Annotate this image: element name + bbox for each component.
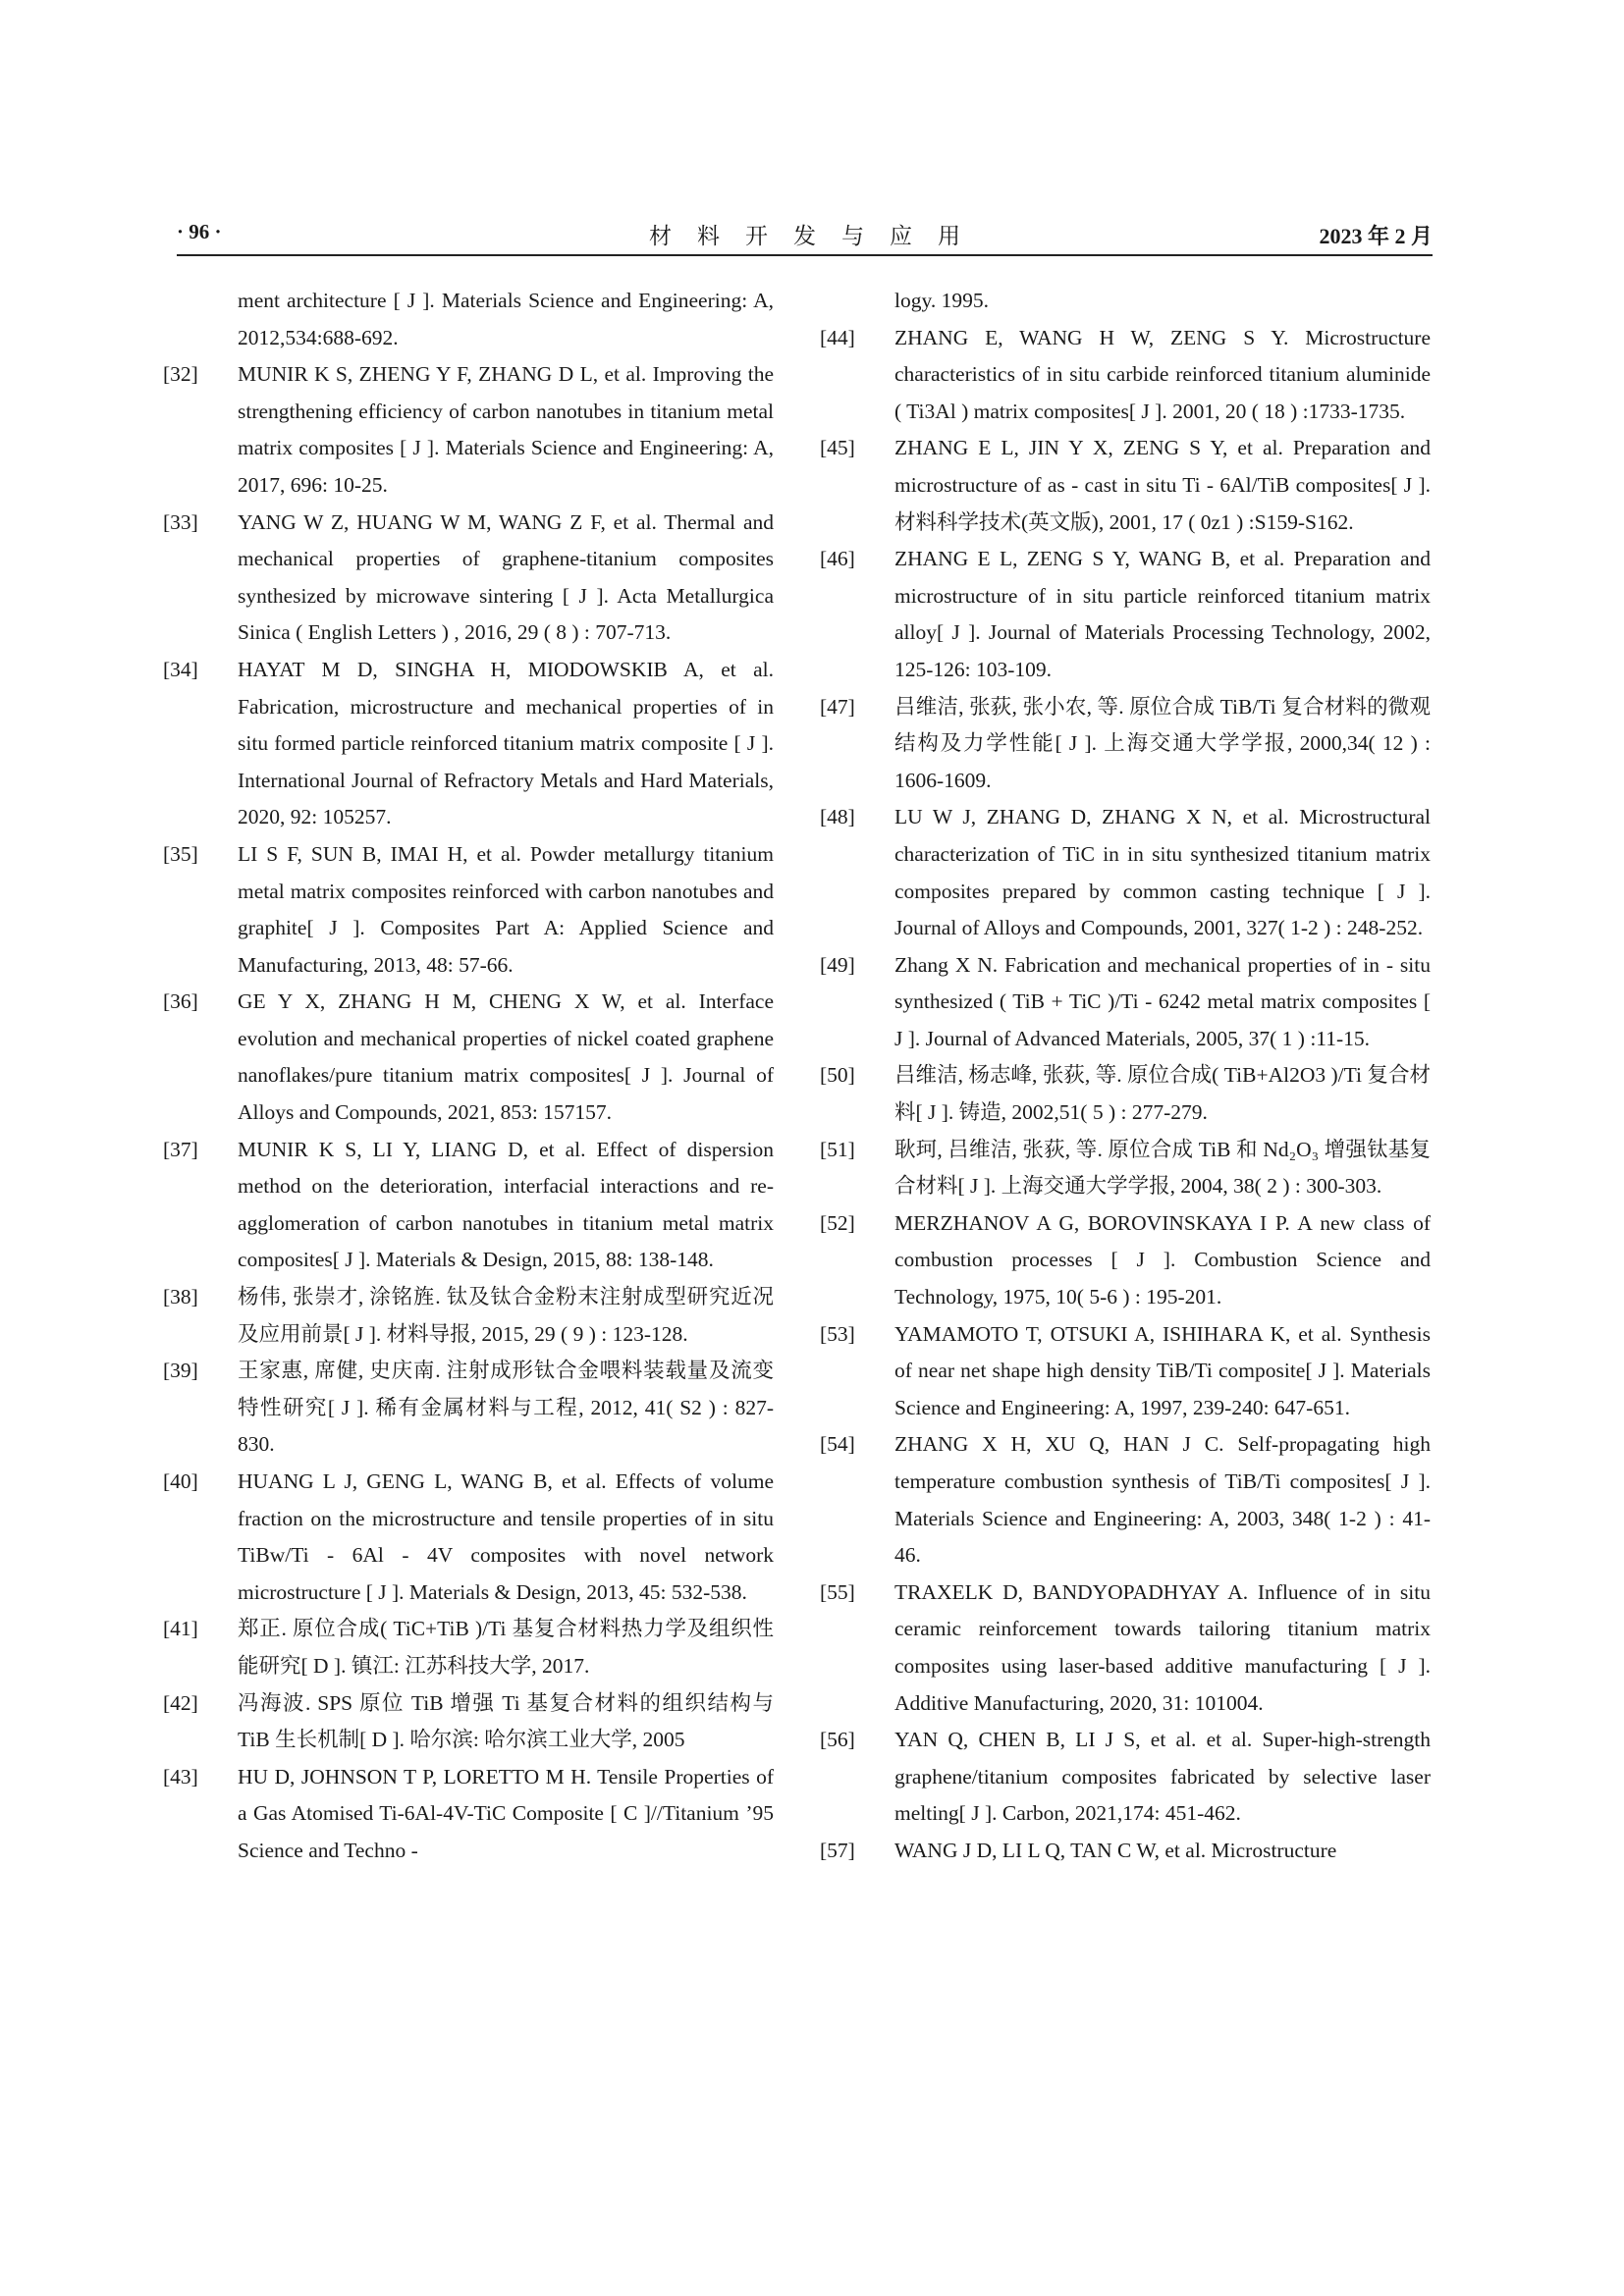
reference-text: 郑正. 原位合成( TiC+TiB )/Ti 基复合材料热力学及组织性能研究[ D ]. 镇江: 江苏科技大学, 2017. (238, 1617, 774, 1678)
reference-entry (163, 1353, 774, 1464)
reference-number: [33] (163, 509, 198, 534)
reference-continuation (820, 283, 1431, 320)
reference-number: [56] (820, 1728, 855, 1752)
reference-text: YAN Q, CHEN B, LI J S, et al. et al. Super-high-strength graphene/titanium composites fabricated by selective laser melting[ J ]. Carbon, 2021,174: 451-462. (894, 1728, 1431, 1826)
reference-text: 耿珂, 吕维洁, 张荻, 等. 原位合成 TiB 和 Nd₂O₃ 增强钛基复合材料[ J ]. 上海交通大学学报, 2004, 38( 2 ) : 300-303. (894, 1137, 1431, 1199)
reference-text: ZHANG E L, JIN Y X, ZENG S Y, et al. Preparation and microstructure of as - cast in situ Ti - 6Al/TiB composites[ J ]. 材料科学技术(英文版), 2001, 17 ( 0z1 ) :S159-S162. (894, 436, 1431, 534)
reference-entry (163, 836, 774, 984)
reference-number: [42] (163, 1690, 198, 1715)
reference-number: [39] (163, 1359, 198, 1383)
reference-entry (820, 1057, 1431, 1131)
reference-entry (820, 320, 1431, 431)
reference-number: [37] (163, 1137, 198, 1161)
reference-number: [40] (163, 1469, 198, 1493)
reference-number: [51] (820, 1137, 855, 1161)
reference-number: [52] (820, 1210, 855, 1235)
reference-number: [50] (820, 1063, 855, 1088)
reference-entry (820, 541, 1431, 688)
reference-text: 吕维洁, 杨志峰, 张荻, 等. 原位合成( TiB+Al2O3 )/Ti 复合材料[ J ]. 铸造, 2002,51( 5 ) : 277-279. (894, 1063, 1431, 1125)
reference-entry (820, 799, 1431, 946)
reference-number: [48] (820, 805, 855, 829)
reference-text: 王家惠, 席健, 史庆南. 注射成形钛合金喂料装载量及流变特性研究[ J ]. 稀有金属材料与工程, 2012, 41( S2 ) : 827-830. (238, 1359, 774, 1457)
reference-number: [38] (163, 1285, 198, 1309)
reference-entry (820, 1426, 1431, 1574)
reference-entry (820, 1722, 1431, 1833)
reference-number: [54] (820, 1432, 855, 1457)
page-number: · 96 · (177, 220, 222, 243)
reference-text: LI S F, SUN B, IMAI H, et al. Powder metallurgy titanium metal matrix composites reinforced with carbon nanotubes and graphite[ J ]. Composites Part A: Applied Science and Manufacturing, 2013, 48: 57-66. (238, 841, 774, 977)
reference-number: [53] (820, 1321, 855, 1346)
reference-text: HAYAT M D, SINGHA H, MIODOWSKIB A, et al. Fabrication, microstructure and mechanical properties of in situ formed particle reinforced titanium matrix composite [ J ]. International Journal of Refractory Metals and Hard Materials, 2020, 92: 105257. (238, 657, 774, 829)
reference-number: [47] (820, 694, 855, 719)
reference-entry (820, 947, 1431, 1058)
reference-entry (820, 1316, 1431, 1427)
reference-entry (163, 1132, 774, 1279)
reference-text: GE Y X, ZHANG H M, CHENG X W, et al. Interface evolution and mechanical properties of nickel coated graphene nanoflakes/pure titanium matrix composites[ J ]. Journal of Alloys and Compounds, 2021, 853: 157157. (238, 989, 774, 1125)
reference-text: YAMAMOTO T, OTSUKI A, ISHIHARA K, et al. Synthesis of near net shape high density TiB/Ti composite[ J ]. Materials Science and Engineering: A, 1997, 239-240: 647-651. (894, 1321, 1431, 1419)
reference-entry (163, 1464, 774, 1611)
header-rule (177, 254, 1433, 256)
reference-text: YANG W Z, HUANG W M, WANG Z F, et al. Thermal and mechanical properties of graphene-titanium composites synthesized by microwave sintering [ J ]. Acta Metallurgica Sinica ( English Letters ) , 2016, 29 ( 8 ) : 707-713. (238, 509, 774, 645)
reference-entry (820, 1205, 1431, 1316)
reference-text: logy. 1995. (894, 289, 989, 312)
reference-number: [44] (820, 325, 855, 349)
reference-number: [43] (163, 1764, 198, 1789)
reference-entry (163, 984, 774, 1131)
reference-text: 吕维洁, 张荻, 张小农, 等. 原位合成 TiB/Ti 复合材料的微观结构及力学性能[ J ]. 上海交通大学学报, 2000,34( 12 ) : 1606-1609. (894, 694, 1431, 792)
reference-number: [57] (820, 1838, 855, 1862)
reference-entry (820, 1575, 1431, 1722)
references-right-column (820, 283, 1431, 1870)
reference-number: [32] (163, 362, 198, 387)
reference-number: [34] (163, 657, 198, 681)
reference-number: [45] (820, 436, 855, 460)
reference-entry (820, 1833, 1431, 1870)
page-header (177, 214, 1433, 253)
reference-entry (820, 689, 1431, 800)
reference-text: WANG J D, LI L Q, TAN C W, et al. Microstructure (894, 1838, 1337, 1862)
reference-text: HU D, JOHNSON T P, LORETTO M H. Tensile Properties of a Gas Atomised Ti-6Al-4V-TiC Composite [ C ]//Titanium ’95 Science and Techno - (238, 1764, 774, 1862)
reference-continuation (163, 283, 774, 356)
reference-number: [55] (820, 1579, 855, 1604)
issue-date: 2023 年 2 月 (1319, 224, 1433, 248)
reference-text: 杨伟, 张崇才, 涂铭旌. 钛及钛合金粉末注射成型研究近况及应用前景[ J ]. 材料导报, 2015, 29 ( 9 ) : 123-128. (238, 1285, 774, 1346)
reference-entry (820, 430, 1431, 541)
reference-text: ZHANG X H, XU Q, HAN J C. Self-propagating high temperature combustion synthesis of TiB/Ti composites[ J ]. Materials Science and Engineering: A, 2003, 348( 1-2 ) : 41-46. (894, 1432, 1431, 1568)
reference-text: ZHANG E L, ZENG S Y, WANG B, et al. Preparation and microstructure of in situ particle reinforced titanium matrix alloy[ J ]. Journal of Materials Processing Technology, 2002, 125-126: 103-109. (894, 547, 1431, 681)
reference-text: MUNIR K S, LI Y, LIANG D, et al. Effect of dispersion method on the deterioration, interfacial interactions and re-agglomeration of carbon nanotubes in titanium metal matrix composites[ J ]. Materials & Design, 2015, 88: 138-148. (238, 1137, 774, 1272)
reference-text: Zhang X N. Fabrication and mechanical properties of in - situ synthesized ( TiB + TiC )/Ti - 6242 metal matrix composites [ J ]. Journal of Advanced Materials, 2005, 37( 1 ) :11-15. (894, 952, 1431, 1050)
reference-number: [35] (163, 841, 198, 866)
journal-title: 材料开发与应用 (649, 224, 986, 248)
reference-entry (163, 652, 774, 836)
reference-number: [46] (820, 547, 855, 571)
reference-text: ZHANG E, WANG H W, ZENG S Y. Microstructure characteristics of in situ carbide reinforced titanium aluminide ( Ti3Al ) matrix composites[ J ]. 2001, 20 ( 18 ) :1733-1735. (894, 325, 1431, 423)
reference-entry (163, 1685, 774, 1759)
reference-number: [36] (163, 989, 198, 1014)
reference-text: 冯海波. SPS 原位 TiB 增强 Ti 基复合材料的组织结构与 TiB 生长机制[ D ]. 哈尔滨: 哈尔滨工业大学, 2005 (238, 1690, 774, 1752)
reference-number: [49] (820, 952, 855, 977)
reference-text: ment architecture [ J ]. Materials Science and Engineering: A, 2012,534:688-692. (238, 289, 774, 349)
reference-text: MUNIR K S, ZHENG Y F, ZHANG D L, et al. Improving the strengthening efficiency of carbon nanotubes in titanium metal matrix composites [ J ]. Materials Science and Engineering: A, 2017, 696: 10-25. (238, 362, 774, 497)
reference-entry (163, 505, 774, 652)
reference-text: LU W J, ZHANG D, ZHANG X N, et al. Microstructural characterization of TiC in in situ synthesized titanium matrix composites prepared by common casting technique [ J ]. Journal of Alloys and Compounds, 2001, 327( 1-2 ) : 248-252. (894, 805, 1431, 940)
reference-entry (163, 1611, 774, 1684)
reference-text: TRAXELK D, BANDYOPADHYAY A. Influence of in situ ceramic reinforcement towards tailoring titanium matrix composites using laser-based additive manufacturing [ J ]. Additive Manufacturing, 2020, 31: 101004. (894, 1579, 1431, 1715)
references-left-column (163, 283, 774, 1870)
reference-entry (163, 1759, 774, 1870)
reference-number: [41] (163, 1617, 198, 1641)
reference-text: HUANG L J, GENG L, WANG B, et al. Effects of volume fraction on the microstructure and tensile properties of in situ TiBw/Ti - 6Al - 4V composites with novel network microstructure [ J ]. Materials & Design, 2013, 45: 532-538. (238, 1469, 774, 1604)
reference-entry (163, 1279, 774, 1353)
reference-entry (163, 356, 774, 504)
reference-entry (820, 1132, 1431, 1205)
reference-text: MERZHANOV A G, BOROVINSKAYA I P. A new class of combustion processes [ J ]. Combustion Science and Technology, 1975, 10( 5-6 ) : 195-201. (894, 1210, 1431, 1309)
